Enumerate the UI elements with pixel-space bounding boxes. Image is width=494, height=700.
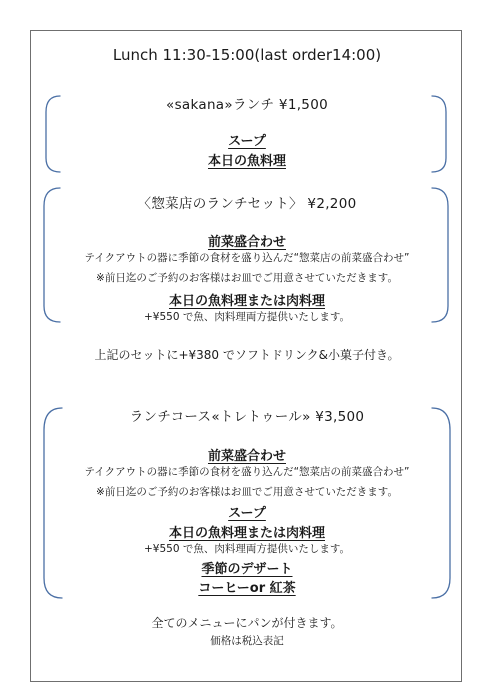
course-reservation-note: ※前日迄のご予約のお客様はお皿でご用意させていただきます。 bbox=[96, 486, 398, 498]
sakana-item-fish: 本日の魚料理 bbox=[207, 154, 286, 169]
course-name: ランチコース«トレトゥール» ¥3,500 bbox=[129, 409, 365, 425]
deli-main-note: +¥550 で魚、肉料理両方提供いたします。 bbox=[143, 311, 351, 323]
course-appetizer-title: 前菜盛合わせ bbox=[207, 449, 286, 464]
course-soup: スープ bbox=[228, 506, 266, 521]
course-main-title: 本日の魚料理または肉料理 bbox=[168, 526, 325, 541]
deli-appetizer-title: 前菜盛合わせ bbox=[207, 235, 286, 250]
course-main-note: +¥550 で魚、肉料理両方提供いたします。 bbox=[143, 543, 351, 555]
drink-note: 上記のセットに+¥380 でソフトドリンク&小菓子付き。 bbox=[94, 348, 400, 362]
sakana-lunch-name: «sakana»ランチ ¥1,500 bbox=[166, 97, 328, 113]
deli-appetizer-desc: テイクアウトの器に季節の食材を盛り込んだ“惣菜店の前菜盛合わせ” bbox=[84, 252, 410, 264]
bread-note: 全てのメニューにパンが付きます。 bbox=[151, 616, 343, 630]
lunch-hours: Lunch 11:30-15:00(last order14:00) bbox=[112, 46, 382, 64]
deli-reservation-note: ※前日迄のご予約のお客様はお皿でご用意させていただきます。 bbox=[96, 272, 398, 284]
course-dessert: 季節のデザート bbox=[201, 562, 293, 577]
tax-note: 価格は税込表記 bbox=[210, 635, 284, 647]
deli-main-title: 本日の魚料理または肉料理 bbox=[168, 294, 325, 309]
deli-lunch-name: 〈惣菜店のランチセット〉 ¥2,200 bbox=[137, 196, 357, 212]
course-drink: コーヒーor 紅茶 bbox=[198, 581, 296, 596]
course-appetizer-desc: テイクアウトの器に季節の食材を盛り込んだ“惣菜店の前菜盛合わせ” bbox=[84, 466, 410, 478]
sakana-item-soup: スープ bbox=[228, 134, 266, 149]
